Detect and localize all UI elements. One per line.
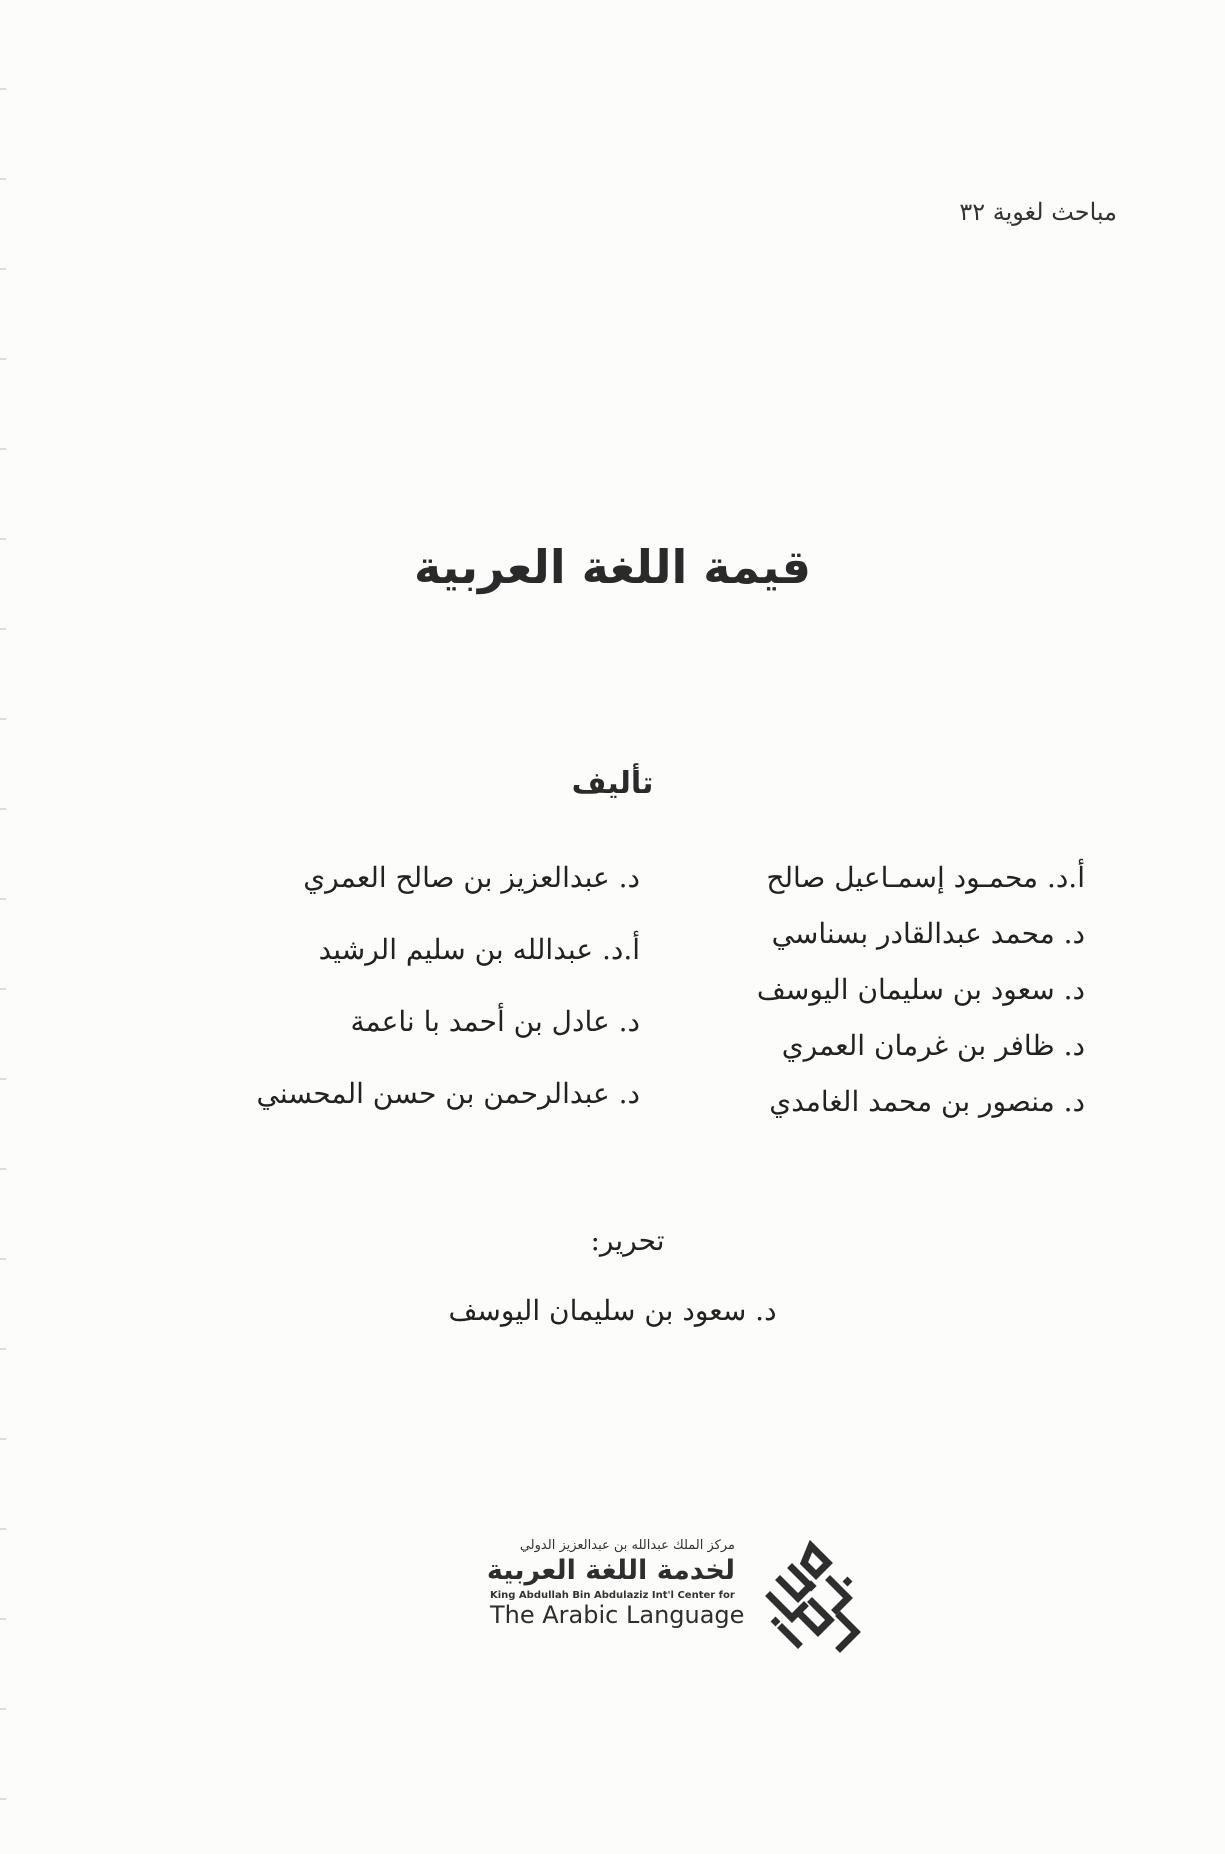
author-name: د. عبدالرحمن بن حسن المحسني	[256, 1077, 640, 1110]
author-name: د. محمد عبدالقادر بسناسي	[771, 917, 1085, 950]
authorship-label: تأليف	[571, 766, 654, 801]
kufic-calligraphy-logo-icon	[752, 1538, 870, 1656]
author-name: د. سعود بن سليمان اليوسف	[756, 973, 1085, 1006]
editor-name: د. سعود بن سليمان اليوسف	[448, 1294, 777, 1327]
editing-label: تحرير:	[590, 1224, 665, 1257]
book-title: قيمة اللغة العربية	[414, 540, 811, 594]
publisher-arabic-subtitle: مركز الملك عبدالله بن عبدالعزيز الدولي	[519, 1538, 735, 1553]
author-name: د. ظافر بن غرمان العمري	[781, 1029, 1085, 1062]
author-name: د. عبدالعزيز بن صالح العمري	[303, 861, 640, 894]
publisher-arabic-title: لخدمة اللغة العربية	[486, 1555, 735, 1586]
series-label: مباحث لغوية ٣٢	[959, 198, 1117, 226]
author-name: د. منصور بن محمد الغامدي	[769, 1085, 1085, 1118]
author-name: أ.د. محمـود إسمـاعيل صالح	[766, 861, 1085, 894]
scan-edge-marks	[0, 0, 6, 1854]
authors-right-column	[757, 850, 1085, 1130]
publisher-english-subtitle: King Abdullah Bin Abdulaziz Int'l Center for	[490, 1590, 735, 1601]
author-name: أ.د. عبدالله بن سليم الرشيد	[318, 933, 640, 966]
authors-left-column	[257, 850, 640, 1138]
publisher-name	[486, 1538, 745, 1629]
author-name: د. عادل بن أحمد با ناعمة	[350, 1005, 640, 1038]
publisher-logo-block	[486, 1538, 880, 1668]
publisher-english-title: The Arabic Language	[490, 1601, 745, 1629]
